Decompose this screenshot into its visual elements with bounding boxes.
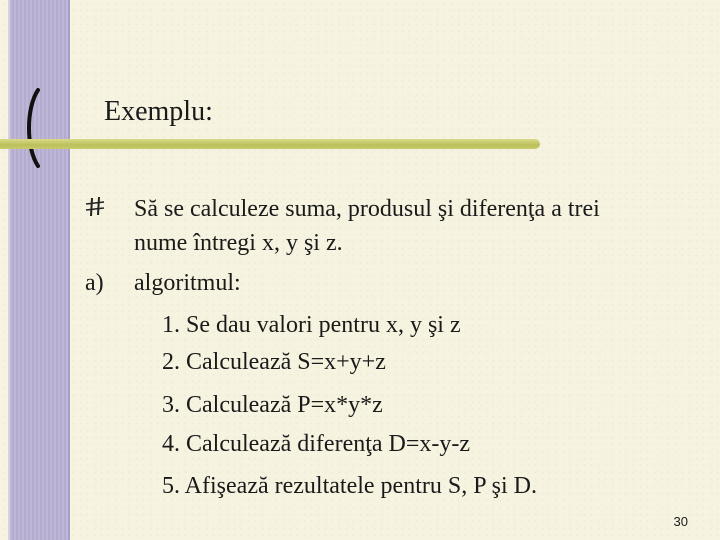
step-5: 5. Afişează rezultatele pentru S, P şi D. (162, 473, 537, 499)
item-text: algoritmul: (134, 270, 241, 296)
item-marker: a) (85, 270, 104, 296)
slide-title: Exemplu: (104, 96, 213, 127)
bullet-text-line-1: Să se calculeze suma, produsul şi diferenţa a trei (134, 196, 600, 222)
bullet-text-line-2: nume întregi x, y şi z. (134, 230, 343, 256)
step-4: 4. Calculează diferenţa D=x-y-z (162, 431, 471, 457)
page-number: 30 (673, 514, 688, 529)
sidebar-stripe (8, 0, 70, 540)
step-1: 1. Se dau valori pentru x, y şi z (162, 312, 461, 338)
step-2: 2. Calculează S=x+y+z (162, 349, 386, 375)
title-underline-bar (0, 139, 540, 149)
hash-bullet-icon (84, 196, 106, 218)
step-3: 3. Calculează P=x*y*z (162, 392, 383, 418)
bracket-decoration-icon (18, 88, 58, 168)
